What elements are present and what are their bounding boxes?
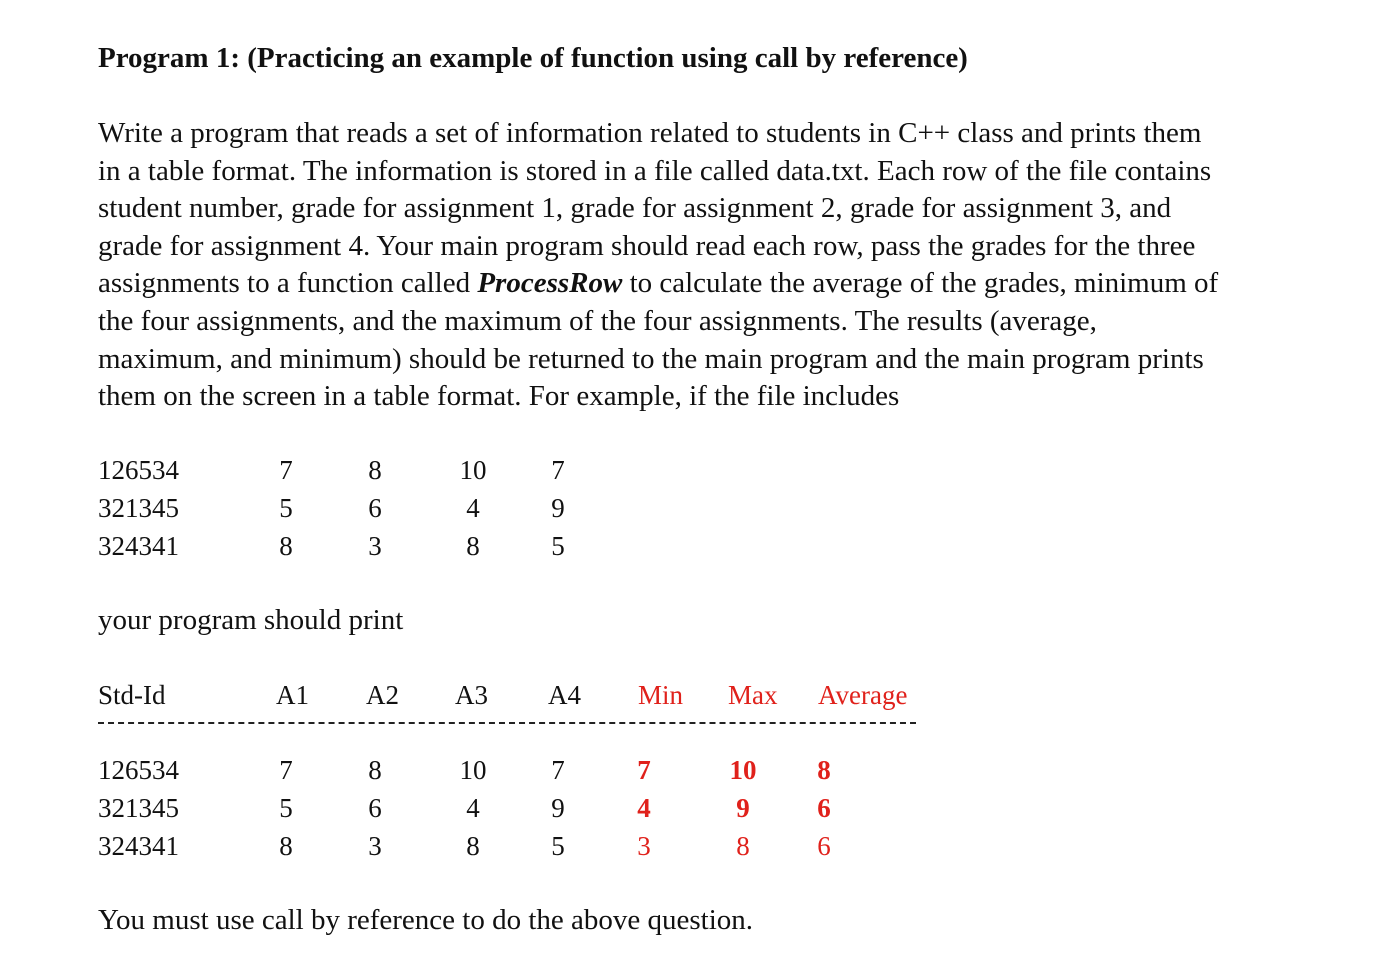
grade-a2: 8 [368, 455, 382, 485]
header-a4: A4 [548, 680, 581, 710]
description-text: assignments to a function called [98, 267, 478, 300]
min-value: 7 [637, 755, 651, 785]
header-row [98, 677, 928, 715]
description-text: to calculate the average of the grades, minimum of [622, 267, 1219, 300]
max-value: 9 [736, 792, 750, 823]
max-value: 10 [729, 755, 757, 785]
grade-a3: 10 [459, 455, 487, 485]
student-id: 324341 [98, 830, 179, 861]
student-id: 321345 [98, 492, 179, 523]
header-a2: A2 [366, 680, 399, 710]
student-id: 324341 [98, 530, 179, 561]
function-name: ProcessRow [477, 267, 623, 300]
instruction-footer: You must use call by reference to do the above question. [98, 904, 754, 936]
grade-a1: 5 [279, 792, 293, 823]
description-line: student number, grade for assignment 1, grade for assignment 2, grade for assignment 3, and [98, 192, 1172, 225]
header-std-id: Std-Id [98, 680, 166, 710]
grade-a4: 7 [551, 455, 565, 485]
description-line: grade for assignment 4. Your main program should read each row, pass the grades for the three [98, 229, 1196, 262]
grade-a1: 8 [279, 530, 293, 561]
transition-text: your program should print [98, 604, 404, 636]
description-line: the four assignments, and the maximum of the four assignments. The results (average, [98, 304, 1097, 337]
grade-a4: 7 [551, 755, 565, 785]
grade-a1: 5 [279, 492, 293, 523]
grade-a1: 7 [279, 455, 293, 485]
student-id: 321345 [98, 792, 179, 823]
grade-a4: 5 [551, 530, 565, 561]
grade-a3: 8 [466, 530, 480, 561]
description-line: maximum, and minimum) should be returned to the main program and the main program prints [98, 342, 1204, 375]
average-value: 6 [817, 830, 831, 861]
grade-a3: 4 [466, 792, 480, 823]
header-max: Max [728, 680, 778, 710]
student-id: 126534 [98, 755, 179, 785]
grade-a3: 8 [466, 830, 480, 861]
description-line: in a table format. The information is stored in a file called data.txt. Each row of the file contains [98, 154, 1212, 187]
header-min: Min [638, 680, 684, 710]
program-title: Program 1: (Practicing an example of function using call by reference) [98, 42, 968, 74]
student-id: 126534 [98, 455, 179, 485]
average-value: 6 [817, 792, 831, 823]
grade-a4: 9 [551, 492, 565, 523]
grade-a4: 9 [551, 792, 565, 823]
grade-a1: 7 [279, 755, 293, 785]
problem-description [98, 115, 1338, 416]
min-value: 3 [637, 830, 651, 861]
header-average: Average [818, 680, 908, 710]
description-line: them on the screen in a table format. For example, if the file includes [98, 380, 900, 413]
grade-a2: 8 [368, 755, 382, 785]
grade-a1: 8 [279, 830, 293, 861]
grade-a3: 10 [459, 755, 487, 785]
average-value: 8 [817, 755, 831, 785]
grade-a3: 4 [466, 492, 480, 523]
grade-a2: 6 [368, 492, 382, 523]
dashed-separator [98, 722, 916, 724]
header-a3: A3 [455, 680, 488, 710]
output-table-header [98, 677, 928, 715]
grade-a2: 6 [368, 792, 382, 823]
grade-a2: 3 [368, 530, 382, 561]
description-line [98, 265, 1338, 303]
description-line: Write a program that reads a set of information related to students in C++ class and prints them [98, 117, 1202, 149]
header-a1: A1 [276, 680, 309, 710]
min-value: 4 [637, 792, 651, 823]
max-value: 8 [736, 830, 750, 861]
grade-a2: 3 [368, 830, 382, 861]
grade-a4: 5 [551, 830, 565, 861]
